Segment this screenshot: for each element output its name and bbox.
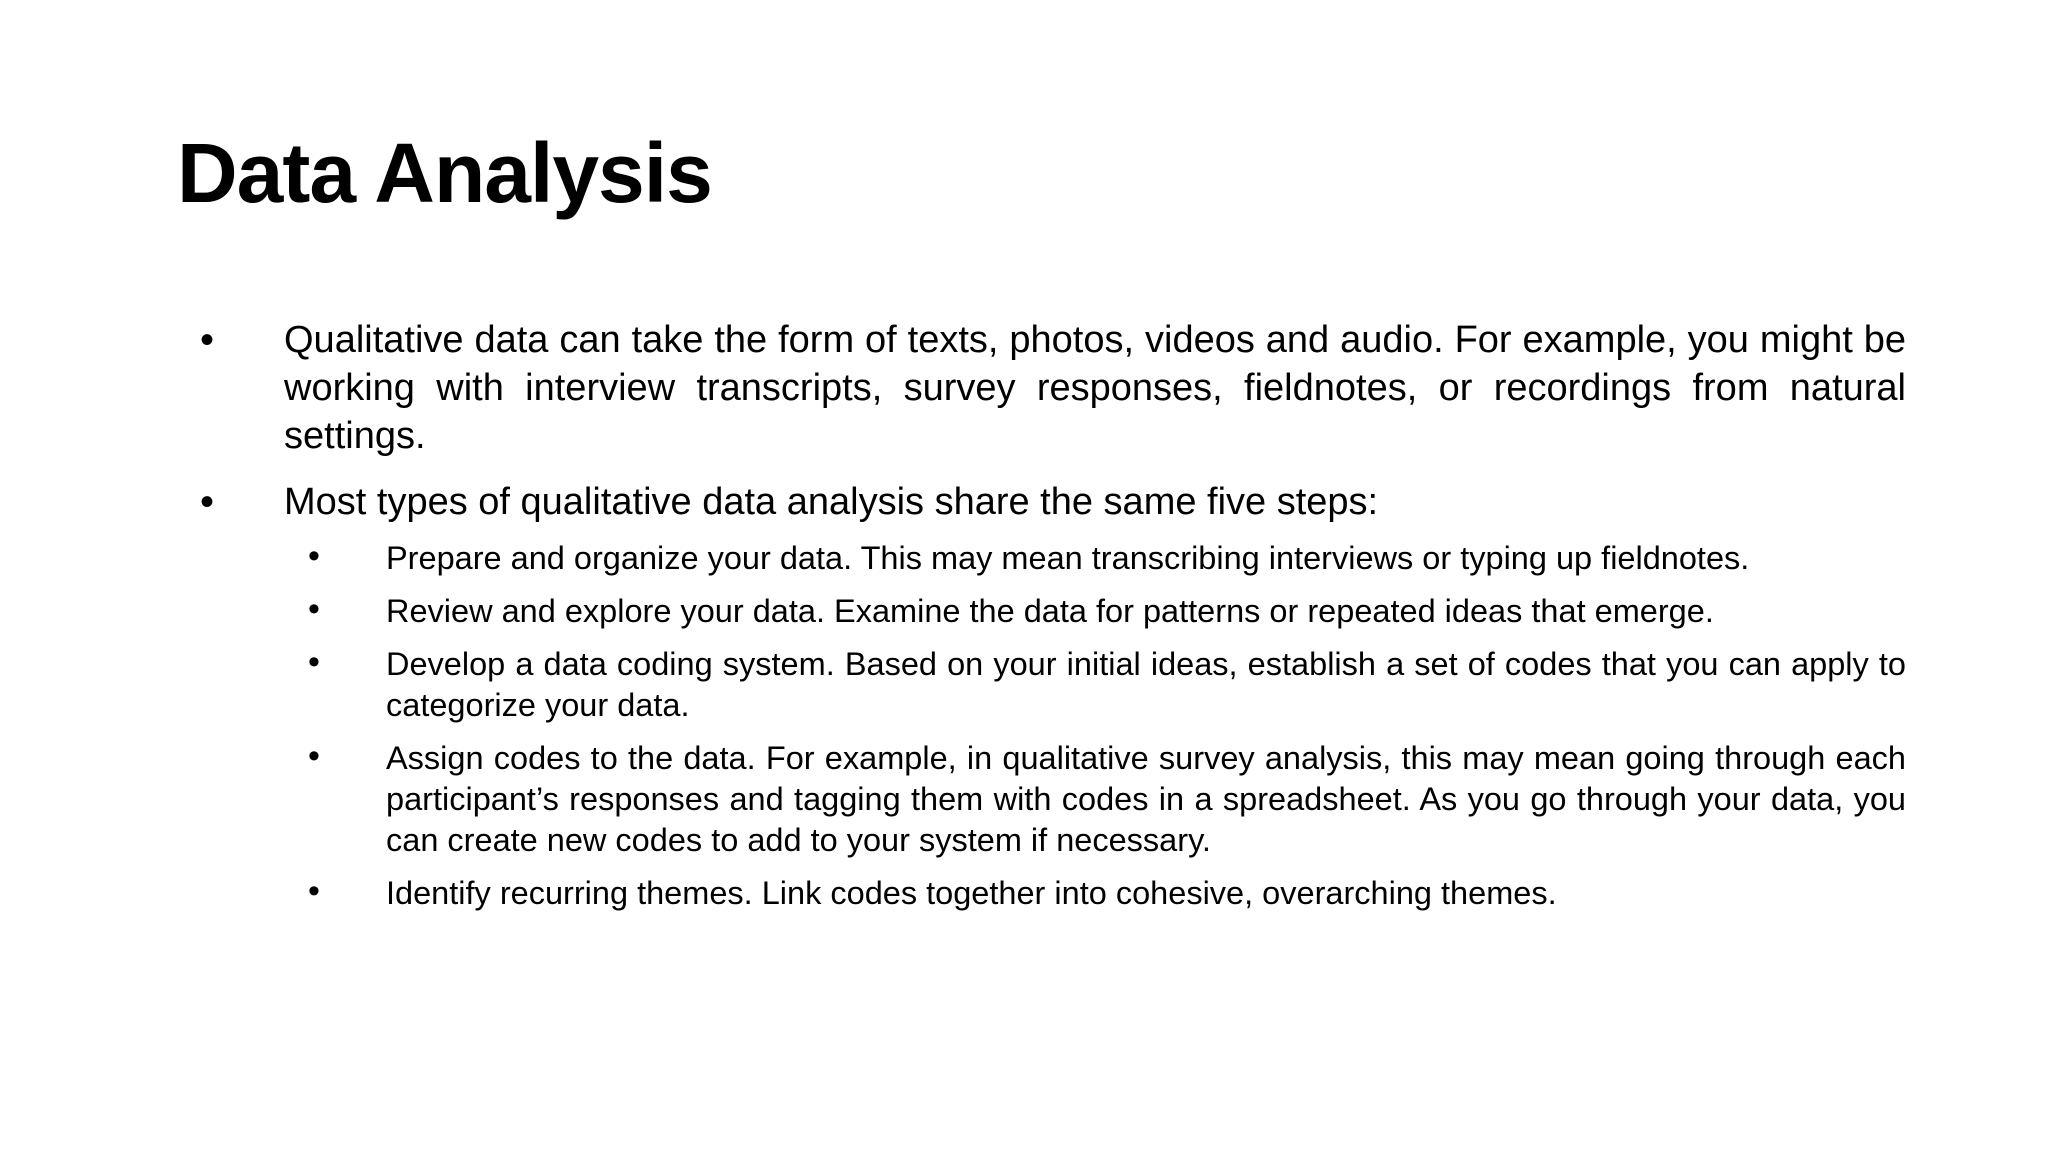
sub-bullet-text: Prepare and organize your data. This may mean transcribing interviews or typing up fieldnotes. xyxy=(386,540,1750,576)
sub-bullet-text: Identify recurring themes. Link codes together into cohesive, overarching themes. xyxy=(386,875,1557,911)
sub-bullet-item xyxy=(308,738,1906,861)
sub-bullet-text: Develop a data coding system. Based on your initial ideas, establish a set of codes that you can apply to categorize your data. xyxy=(386,646,1906,723)
sub-bullet-marker: • xyxy=(308,872,320,910)
sub-bullet-item xyxy=(308,873,1906,914)
bullet-item xyxy=(200,316,1906,460)
sub-bullet-text: Review and explore your data. Examine the data for patterns or repeated ideas that emerge. xyxy=(386,593,1714,629)
sub-bullet-item xyxy=(308,538,1906,579)
sub-bullet-marker: • xyxy=(308,537,320,575)
bullet-marker: • xyxy=(200,480,215,524)
slide-body xyxy=(200,316,1906,926)
sub-bullet-text: Assign codes to the data. For example, in qualitative survey analysis, this may mean going through each participant’s responses and tagging them with codes in a spreadsheet. As you go through your data, you can create new codes to add to your system if necessary. xyxy=(386,740,1906,858)
slide-title: Data Analysis xyxy=(177,126,712,220)
sub-bullet-marker: • xyxy=(308,737,320,775)
bullet-marker: • xyxy=(200,318,215,362)
bullet-text: Most types of qualitative data analysis share the same five steps: xyxy=(284,481,1379,523)
bullet-item xyxy=(200,478,1906,526)
sub-bullet-marker: • xyxy=(308,643,320,681)
sub-bullet-item xyxy=(308,591,1906,632)
sub-bullet-item xyxy=(308,644,1906,726)
sub-bullet-list xyxy=(200,538,1906,914)
sub-bullet-marker: • xyxy=(308,590,320,628)
bullet-text: Qualitative data can take the form of texts, photos, videos and audio. For example, you might be working with interview transcripts, survey responses, fieldnotes, or recordings from natural settings. xyxy=(284,319,1906,457)
